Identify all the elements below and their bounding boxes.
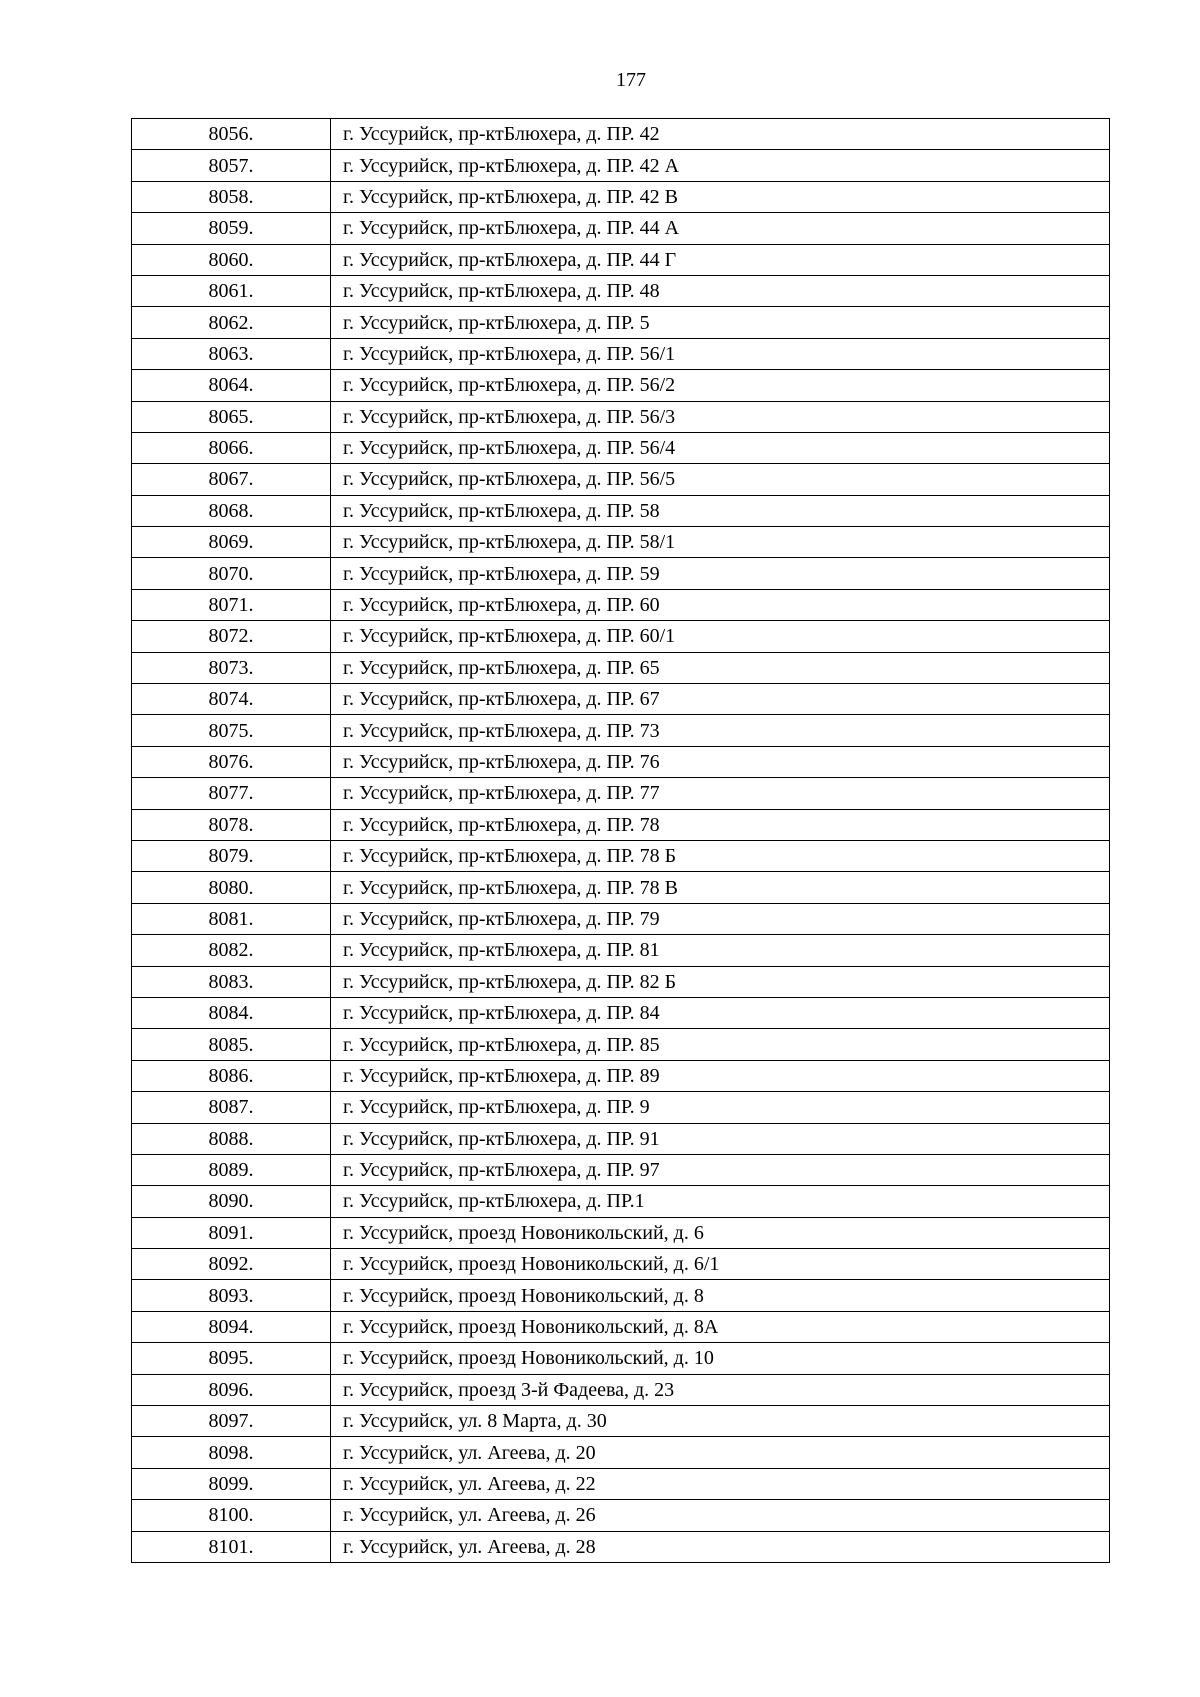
address-cell: г. Уссурийск, пр-ктБлюхера, д. ПР. 56/4 (331, 432, 1110, 463)
address-cell: г. Уссурийск, пр-ктБлюхера, д. ПР. 97 (331, 1154, 1110, 1185)
table-row (132, 1406, 1110, 1437)
table-row (132, 1154, 1110, 1185)
table-row (132, 903, 1110, 934)
address-cell: г. Уссурийск, пр-ктБлюхера, д. ПР. 77 (331, 778, 1110, 809)
row-number-cell: 8069. (132, 527, 331, 558)
row-number-cell: 8085. (132, 1029, 331, 1060)
table-row (132, 746, 1110, 777)
table-row (132, 966, 1110, 997)
address-cell: г. Уссурийск, пр-ктБлюхера, д. ПР. 56/1 (331, 338, 1110, 369)
row-number-cell: 8071. (132, 589, 331, 620)
address-cell: г. Уссурийск, пр-ктБлюхера, д. ПР. 42 (331, 119, 1110, 150)
row-number-cell: 8093. (132, 1280, 331, 1311)
table-row (132, 213, 1110, 244)
row-number-cell: 8075. (132, 715, 331, 746)
table-row (132, 840, 1110, 871)
address-cell: г. Уссурийск, пр-ктБлюхера, д. ПР. 78 (331, 809, 1110, 840)
address-cell: г. Уссурийск, проезд 3-й Фадеева, д. 23 (331, 1374, 1110, 1405)
row-number-cell: 8076. (132, 746, 331, 777)
address-cell: г. Уссурийск, ул. Агеева, д. 26 (331, 1500, 1110, 1531)
row-number-cell: 8056. (132, 119, 331, 150)
row-number-cell: 8083. (132, 966, 331, 997)
table-row (132, 1217, 1110, 1248)
table-row (132, 1249, 1110, 1280)
table-row (132, 1468, 1110, 1499)
address-cell: г. Уссурийск, пр-ктБлюхера, д. ПР. 58/1 (331, 527, 1110, 558)
address-cell: г. Уссурийск, ул. Агеева, д. 22 (331, 1468, 1110, 1499)
table-row (132, 935, 1110, 966)
table-row (132, 1311, 1110, 1342)
table-row (132, 275, 1110, 306)
row-number-cell: 8094. (132, 1311, 331, 1342)
address-cell: г. Уссурийск, пр-ктБлюхера, д. ПР. 89 (331, 1060, 1110, 1091)
address-cell: г. Уссурийск, пр-ктБлюхера, д. ПР. 82 Б (331, 966, 1110, 997)
address-cell: г. Уссурийск, ул. Агеева, д. 20 (331, 1437, 1110, 1468)
row-number-cell: 8060. (132, 244, 331, 275)
row-number-cell: 8079. (132, 840, 331, 871)
table-row (132, 621, 1110, 652)
row-number-cell: 8063. (132, 338, 331, 369)
row-number-cell: 8070. (132, 558, 331, 589)
table-row (132, 1500, 1110, 1531)
table-row (132, 150, 1110, 181)
address-cell: г. Уссурийск, пр-ктБлюхера, д. ПР. 76 (331, 746, 1110, 777)
row-number-cell: 8098. (132, 1437, 331, 1468)
row-number-cell: 8086. (132, 1060, 331, 1091)
address-cell: г. Уссурийск, пр-ктБлюхера, д. ПР. 5 (331, 307, 1110, 338)
address-cell: г. Уссурийск, пр-ктБлюхера, д. ПР. 78 Б (331, 840, 1110, 871)
address-cell: г. Уссурийск, пр-ктБлюхера, д. ПР. 84 (331, 997, 1110, 1028)
address-cell: г. Уссурийск, пр-ктБлюхера, д. ПР. 91 (331, 1123, 1110, 1154)
row-number-cell: 8058. (132, 181, 331, 212)
table-row (132, 119, 1110, 150)
table-row (132, 997, 1110, 1028)
row-number-cell: 8095. (132, 1343, 331, 1374)
address-cell: г. Уссурийск, пр-ктБлюхера, д. ПР. 85 (331, 1029, 1110, 1060)
address-cell: г. Уссурийск, пр-ктБлюхера, д. ПР. 78 В (331, 872, 1110, 903)
table-row (132, 401, 1110, 432)
address-cell: г. Уссурийск, пр-ктБлюхера, д. ПР. 56/2 (331, 370, 1110, 401)
table-row (132, 558, 1110, 589)
row-number-cell: 8061. (132, 275, 331, 306)
table-row (132, 244, 1110, 275)
row-number-cell: 8101. (132, 1531, 331, 1562)
address-cell: г. Уссурийск, пр-ктБлюхера, д. ПР. 79 (331, 903, 1110, 934)
address-cell: г. Уссурийск, пр-ктБлюхера, д. ПР. 59 (331, 558, 1110, 589)
address-cell: г. Уссурийск, пр-ктБлюхера, д. ПР. 58 (331, 495, 1110, 526)
table-row (132, 809, 1110, 840)
row-number-cell: 8074. (132, 684, 331, 715)
row-number-cell: 8057. (132, 150, 331, 181)
address-table (131, 118, 1110, 1563)
row-number-cell: 8068. (132, 495, 331, 526)
table-row (132, 1343, 1110, 1374)
address-cell: г. Уссурийск, пр-ктБлюхера, д. ПР. 44 А (331, 213, 1110, 244)
row-number-cell: 8059. (132, 213, 331, 244)
table-row (132, 307, 1110, 338)
table-row (132, 527, 1110, 558)
address-cell: г. Уссурийск, проезд Новоникольский, д. 6 (331, 1217, 1110, 1248)
address-cell: г. Уссурийск, пр-ктБлюхера, д. ПР. 44 Г (331, 244, 1110, 275)
address-cell: г. Уссурийск, проезд Новоникольский, д. 8А (331, 1311, 1110, 1342)
address-cell: г. Уссурийск, пр-ктБлюхера, д. ПР. 60 (331, 589, 1110, 620)
table-row (132, 432, 1110, 463)
table-row (132, 370, 1110, 401)
address-cell: г. Уссурийск, ул. Агеева, д. 28 (331, 1531, 1110, 1562)
table-row (132, 1123, 1110, 1154)
table-row (132, 1437, 1110, 1468)
row-number-cell: 8062. (132, 307, 331, 338)
table-row (132, 181, 1110, 212)
address-cell: г. Уссурийск, пр-ктБлюхера, д. ПР. 73 (331, 715, 1110, 746)
table-row (132, 338, 1110, 369)
row-number-cell: 8100. (132, 1500, 331, 1531)
table-row (132, 589, 1110, 620)
table-row (132, 1374, 1110, 1405)
table-row (132, 464, 1110, 495)
address-table-body (132, 119, 1110, 1563)
row-number-cell: 8088. (132, 1123, 331, 1154)
table-row (132, 684, 1110, 715)
row-number-cell: 8092. (132, 1249, 331, 1280)
row-number-cell: 8082. (132, 935, 331, 966)
table-row (132, 872, 1110, 903)
table-row (132, 715, 1110, 746)
row-number-cell: 8078. (132, 809, 331, 840)
table-row (132, 1186, 1110, 1217)
address-cell: г. Уссурийск, пр-ктБлюхера, д. ПР. 65 (331, 652, 1110, 683)
table-row (132, 1029, 1110, 1060)
address-cell: г. Уссурийск, пр-ктБлюхера, д. ПР.1 (331, 1186, 1110, 1217)
row-number-cell: 8097. (132, 1406, 331, 1437)
row-number-cell: 8064. (132, 370, 331, 401)
row-number-cell: 8099. (132, 1468, 331, 1499)
row-number-cell: 8067. (132, 464, 331, 495)
row-number-cell: 8080. (132, 872, 331, 903)
address-cell: г. Уссурийск, пр-ктБлюхера, д. ПР. 42 А (331, 150, 1110, 181)
row-number-cell: 8096. (132, 1374, 331, 1405)
page-number: 177 (616, 69, 646, 91)
row-number-cell: 8087. (132, 1092, 331, 1123)
address-cell: г. Уссурийск, пр-ктБлюхера, д. ПР. 67 (331, 684, 1110, 715)
address-cell: г. Уссурийск, пр-ктБлюхера, д. ПР. 60/1 (331, 621, 1110, 652)
address-cell: г. Уссурийск, пр-ктБлюхера, д. ПР. 48 (331, 275, 1110, 306)
table-row (132, 1092, 1110, 1123)
address-cell: г. Уссурийск, пр-ктБлюхера, д. ПР. 56/3 (331, 401, 1110, 432)
row-number-cell: 8081. (132, 903, 331, 934)
address-cell: г. Уссурийск, пр-ктБлюхера, д. ПР. 9 (331, 1092, 1110, 1123)
row-number-cell: 8090. (132, 1186, 331, 1217)
table-row (132, 1531, 1110, 1562)
table-row (132, 1280, 1110, 1311)
row-number-cell: 8065. (132, 401, 331, 432)
table-row (132, 778, 1110, 809)
address-cell: г. Уссурийск, проезд Новоникольский, д. 8 (331, 1280, 1110, 1311)
address-cell: г. Уссурийск, пр-ктБлюхера, д. ПР. 81 (331, 935, 1110, 966)
address-cell: г. Уссурийск, проезд Новоникольский, д. 10 (331, 1343, 1110, 1374)
row-number-cell: 8077. (132, 778, 331, 809)
row-number-cell: 8091. (132, 1217, 331, 1248)
row-number-cell: 8089. (132, 1154, 331, 1185)
address-cell: г. Уссурийск, пр-ктБлюхера, д. ПР. 42 В (331, 181, 1110, 212)
table-row (132, 1060, 1110, 1091)
row-number-cell: 8066. (132, 432, 331, 463)
address-cell: г. Уссурийск, проезд Новоникольский, д. 6/1 (331, 1249, 1110, 1280)
row-number-cell: 8073. (132, 652, 331, 683)
address-cell: г. Уссурийск, пр-ктБлюхера, д. ПР. 56/5 (331, 464, 1110, 495)
address-cell: г. Уссурийск, ул. 8 Марта, д. 30 (331, 1406, 1110, 1437)
table-row (132, 652, 1110, 683)
row-number-cell: 8072. (132, 621, 331, 652)
table-row (132, 495, 1110, 526)
row-number-cell: 8084. (132, 997, 331, 1028)
